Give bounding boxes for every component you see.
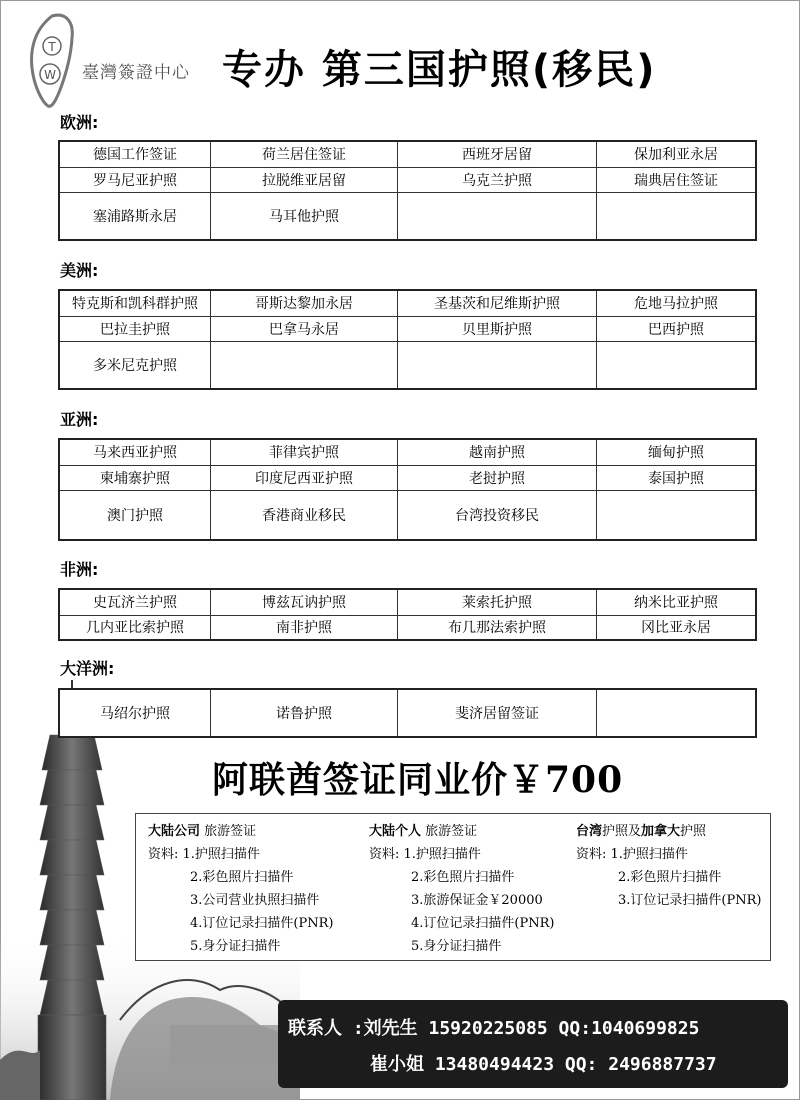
req-title-end: 护照 — [680, 824, 707, 839]
req-label: 资料: — [148, 847, 179, 862]
table-cell: 莱索托护照 — [398, 589, 597, 615]
table-cell: 诺鲁护照 — [211, 689, 398, 737]
table-cell — [211, 341, 398, 389]
table-cell: 南非护照 — [211, 615, 398, 640]
table-cell: 贝里斯护照 — [398, 316, 597, 341]
table-cell: 罗马尼亚护照 — [59, 167, 211, 192]
req-item: 2.彩色照片扫描件 — [190, 870, 294, 885]
table-cell: 拉脱维亚居留 — [211, 167, 398, 192]
table-cell — [597, 192, 757, 240]
table-cell: 瑞典居住签证 — [597, 167, 757, 192]
req-item: 4.订位记录扫描件(PNR) — [411, 916, 555, 931]
table-cell: 老挝护照 — [398, 465, 597, 490]
req-item: 1.护照扫描件 — [610, 847, 688, 862]
region-table-asia — [58, 438, 757, 541]
req-type: 旅游签证 — [425, 824, 478, 839]
region-label-asia: 亚洲: — [60, 410, 99, 429]
req-label: 资料: — [369, 847, 400, 862]
table-cell: 危地马拉护照 — [597, 290, 757, 316]
req-item: 3.公司营业执照扫描件 — [190, 893, 320, 908]
table-cell: 巴拉圭护照 — [59, 316, 211, 341]
req-item: 2.彩色照片扫描件 — [411, 870, 515, 885]
table-cell — [597, 490, 757, 540]
req-item: 3.订位记录扫描件(PNR) — [618, 893, 762, 908]
logo-name: 臺灣簽證中心 — [82, 63, 190, 83]
req-item: 4.订位记录扫描件(PNR) — [190, 916, 334, 931]
table-cell: 冈比亚永居 — [597, 615, 757, 640]
req-item: 1.护照扫描件 — [403, 847, 481, 862]
logo-letter-t: T — [48, 40, 56, 54]
page-title: 专办 第三国护照(移民) — [222, 47, 657, 93]
table-cell: 澳门护照 — [59, 490, 211, 540]
table-cell: 缅甸护照 — [597, 439, 757, 465]
requirements-company — [148, 820, 333, 958]
table-cell: 乌克兰护照 — [398, 167, 597, 192]
req-type: 旅游签证 — [204, 824, 257, 839]
req-title: 台湾 — [576, 824, 603, 839]
table-cell: 几内亚比索护照 — [59, 615, 211, 640]
table-cell: 多米尼克护照 — [59, 341, 211, 389]
table-cell: 纳米比亚护照 — [597, 589, 757, 615]
table-cell: 荷兰居住签证 — [211, 141, 398, 167]
table-cell: 马绍尔护照 — [59, 689, 211, 737]
table-cell — [597, 689, 757, 737]
table-cell: 印度尼西亚护照 — [211, 465, 398, 490]
table-cell: 斐济居留签证 — [398, 689, 597, 737]
table-cell: 台湾投资移民 — [398, 490, 597, 540]
region-label-america: 美洲: — [60, 261, 99, 280]
table-cell: 泰国护照 — [597, 465, 757, 490]
table-cell: 布几那法索护照 — [398, 615, 597, 640]
contact-bar — [278, 1000, 788, 1088]
table-cell: 德国工作签证 — [59, 141, 211, 167]
table-cell: 哥斯达黎加永居 — [211, 290, 398, 316]
req-item: 1.护照扫描件 — [182, 847, 260, 862]
req-item: 2.彩色照片扫描件 — [618, 870, 722, 885]
req-label: 资料: — [576, 847, 607, 862]
table-cell: 圣基茨和尼维斯护照 — [398, 290, 597, 316]
table-cell — [597, 341, 757, 389]
table-cell: 塞浦路斯永居 — [59, 192, 211, 240]
region-label-africa: 非洲: — [60, 560, 99, 579]
table-cell: 越南护照 — [398, 439, 597, 465]
table-cell: 巴西护照 — [597, 316, 757, 341]
table-cell: 菲律宾护照 — [211, 439, 398, 465]
table-cell: 马耳他护照 — [211, 192, 398, 240]
table-cell: 西班牙居留 — [398, 141, 597, 167]
req-item: 5.身分证扫描件 — [411, 939, 502, 954]
req-item: 5.身分证扫描件 — [190, 939, 281, 954]
table-cell: 史瓦济兰护照 — [59, 589, 211, 615]
table-cell — [398, 341, 597, 389]
table-cell — [398, 192, 597, 240]
region-table-oceania — [58, 688, 757, 738]
req-title: 大陆个人 — [369, 824, 422, 839]
region-label-europe: 欧洲: — [60, 113, 99, 132]
table-cell: 巴拿马永居 — [211, 316, 398, 341]
req-item: 3.旅游保证金￥20000 — [411, 893, 543, 908]
logo-letter-w: W — [44, 68, 56, 82]
table-cell: 保加利亚永居 — [597, 141, 757, 167]
requirements-box — [135, 813, 771, 961]
table-cell: 马来西亚护照 — [59, 439, 211, 465]
contact-line-2: 崔小姐 13480494423 QQ: 2496887737 — [370, 1054, 717, 1075]
contact-line-1: 联系人 :刘先生 15920225085 QQ:1040699825 — [288, 1018, 700, 1039]
uae-visa-price: 阿联酋签证同业价￥700 — [212, 759, 624, 801]
region-table-europe — [58, 140, 757, 241]
table-cell: 博兹瓦讷护照 — [211, 589, 398, 615]
requirements-individual — [369, 820, 554, 958]
req-title-mid: 护照及 — [602, 824, 642, 839]
requirements-tw-ca — [576, 820, 761, 912]
table-cell: 香港商业移民 — [211, 490, 398, 540]
region-label-oceania: 大洋洲: — [60, 659, 115, 678]
req-title: 加拿大 — [641, 824, 681, 839]
req-title: 大陆公司 — [148, 824, 201, 839]
region-table-america — [58, 289, 757, 390]
table-cell: 特克斯和凯科群护照 — [59, 290, 211, 316]
table-cell: 柬埔寨护照 — [59, 465, 211, 490]
region-table-africa — [58, 588, 757, 641]
